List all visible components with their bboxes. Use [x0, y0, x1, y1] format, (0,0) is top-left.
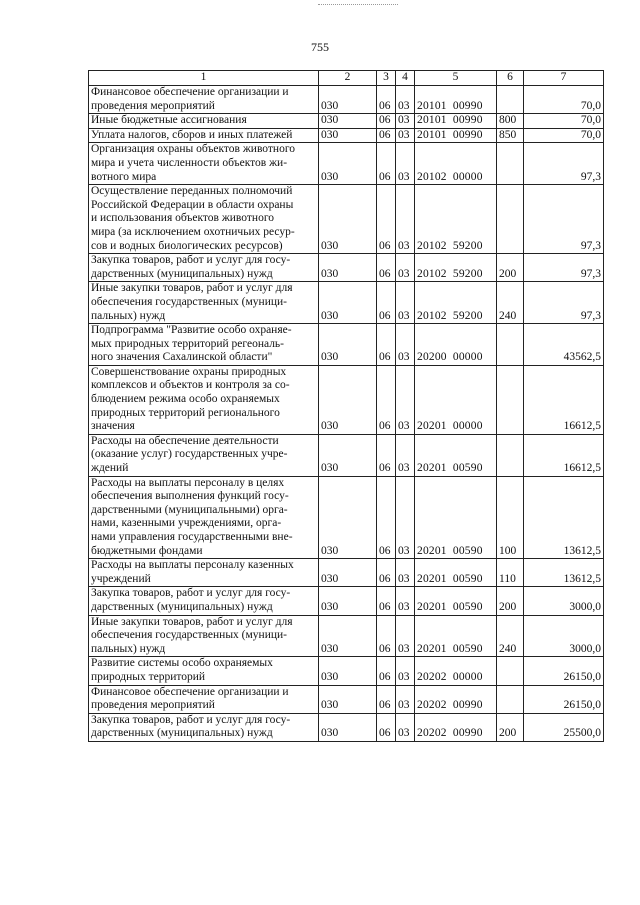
- expense-name-line: Закупка товаров, работ и услуг для госу-: [91, 254, 291, 267]
- target-article-code: 20200 00000: [415, 324, 497, 366]
- subsection-code: 03: [396, 114, 415, 129]
- expense-name-line: (оказание услуг) государственных учре-: [91, 448, 288, 461]
- section-code: 06: [377, 434, 396, 476]
- expense-name-line: Расходы на выплаты персоналу казенных: [91, 559, 294, 572]
- expense-name-line: Финансовое обеспечение организации и: [91, 86, 289, 98]
- expense-name-line: пальных) нужд: [91, 309, 166, 322]
- amount: 3000,0: [524, 615, 604, 657]
- expense-name-line: Иные бюджетные ассигнования: [91, 114, 247, 127]
- target-article-code: 20201 00590: [415, 615, 497, 657]
- target-article-code: 20202 00000: [415, 657, 497, 685]
- expense-type-code: [497, 685, 524, 713]
- amount: 16612,5: [524, 434, 604, 476]
- table-row: [89, 587, 604, 615]
- subsection-code: 03: [396, 685, 415, 713]
- target-article-code: 20202 00990: [415, 685, 497, 713]
- expense-name: [89, 365, 319, 434]
- department-code: 030: [319, 587, 377, 615]
- expense-type-code: [497, 143, 524, 185]
- expense-type-code: [497, 324, 524, 366]
- expense-name-line: Закупка товаров, работ и услуг для госу-: [91, 713, 291, 726]
- department-code: 030: [319, 143, 377, 185]
- expense-name-line: дарственными (муниципальными) орга-: [91, 503, 288, 516]
- expense-name-line: Осуществление переданных полномочий: [91, 185, 293, 198]
- expense-type-code: 200: [497, 587, 524, 615]
- section-code: 06: [377, 713, 396, 741]
- expense-name-line: сов и водных биологических ресурсов): [91, 239, 283, 252]
- section-code: 06: [377, 128, 396, 143]
- expense-name-line: дарственных (муниципальных) нужд: [91, 727, 273, 740]
- subsection-code: 03: [396, 143, 415, 185]
- expense-name-line: блюдением режима особо охраняемых: [91, 393, 280, 406]
- table-row: [89, 324, 604, 366]
- department-code: 030: [319, 615, 377, 657]
- target-article-code: 20202 00990: [415, 713, 497, 741]
- expense-name: [89, 713, 319, 741]
- target-article-code: 20102 00000: [415, 143, 497, 185]
- expense-name-line: природных территорий регионального: [91, 406, 280, 419]
- subsection-code: 03: [396, 657, 415, 685]
- top-rule: [318, 4, 398, 5]
- expense-name-line: Развитие системы особо охраняемых: [91, 657, 273, 670]
- subsection-code: 03: [396, 365, 415, 434]
- target-article-code: 20201 00590: [415, 587, 497, 615]
- table-row: [89, 434, 604, 476]
- expense-name: [89, 324, 319, 366]
- expense-type-code: 100: [497, 476, 524, 559]
- amount: 70,0: [524, 128, 604, 143]
- expense-name-line: обеспечения государственных (муници-: [91, 629, 287, 642]
- target-article-code: 20101 00990: [415, 86, 497, 114]
- expense-name: [89, 685, 319, 713]
- expense-name-line: мых природных территорий регеональ-: [91, 337, 285, 350]
- expense-name: [89, 282, 319, 324]
- section-code: 06: [377, 476, 396, 559]
- expense-name: [89, 185, 319, 254]
- expense-name-line: Организация охраны объектов животного: [91, 143, 296, 156]
- expense-name: [89, 86, 319, 114]
- target-article-code: 20102 59200: [415, 254, 497, 282]
- target-article-code: 20101 00990: [415, 128, 497, 143]
- target-article-code: 20102 59200: [415, 185, 497, 254]
- subsection-code: 03: [396, 587, 415, 615]
- expense-name-line: дарственных (муниципальных) нужд: [91, 600, 273, 613]
- amount: 97,3: [524, 254, 604, 282]
- expense-name: [89, 559, 319, 587]
- amount: 3000,0: [524, 587, 604, 615]
- section-code: 06: [377, 685, 396, 713]
- expense-type-code: [497, 86, 524, 114]
- expense-name-line: бюджетными фондами: [91, 544, 203, 557]
- subsection-code: 03: [396, 254, 415, 282]
- amount: 25500,0: [524, 713, 604, 741]
- expense-name-line: учреждений: [91, 572, 151, 585]
- expense-name-line: мира и учета численности объектов жи-: [91, 156, 288, 169]
- expense-name: [89, 476, 319, 559]
- expense-name-line: значения: [91, 420, 135, 433]
- expense-name-line: Подпрограмма "Развитие особо охраняе-: [91, 324, 292, 337]
- section-code: 06: [377, 324, 396, 366]
- header-col-2: 2: [319, 71, 377, 86]
- expense-type-code: 240: [497, 282, 524, 324]
- target-article-code: 20201 00590: [415, 434, 497, 476]
- subsection-code: 03: [396, 128, 415, 143]
- expense-name-line: проведения мероприятий: [91, 99, 215, 112]
- amount: 13612,5: [524, 559, 604, 587]
- department-code: 030: [319, 185, 377, 254]
- expense-name-line: и использования объектов животного: [91, 212, 274, 225]
- header-col-5: 5: [415, 71, 497, 86]
- section-code: 06: [377, 143, 396, 185]
- table-row: [89, 282, 604, 324]
- table-row: [89, 685, 604, 713]
- expense-name: [89, 434, 319, 476]
- amount: 97,3: [524, 143, 604, 185]
- expense-name: [89, 254, 319, 282]
- expense-name-line: ного значения Сахалинской области": [91, 351, 273, 364]
- section-code: 06: [377, 559, 396, 587]
- page-number: 755: [311, 40, 329, 54]
- expense-name-line: пальных) нужд: [91, 642, 166, 655]
- amount: 70,0: [524, 114, 604, 129]
- section-code: 06: [377, 86, 396, 114]
- expense-type-code: [497, 434, 524, 476]
- amount: 97,3: [524, 282, 604, 324]
- expense-type-code: 200: [497, 713, 524, 741]
- expense-name-line: вотного мира: [91, 170, 157, 183]
- expense-name-line: Расходы на выплаты персоналу в целях: [91, 476, 285, 489]
- subsection-code: 03: [396, 615, 415, 657]
- table-row: [89, 114, 604, 129]
- table-row: [89, 615, 604, 657]
- expense-name-line: нами, казенными учреждениями, орга-: [91, 517, 282, 530]
- expense-type-code: [497, 185, 524, 254]
- department-code: 030: [319, 114, 377, 129]
- expense-type-code: 200: [497, 254, 524, 282]
- expense-name-line: природных территорий: [91, 670, 206, 683]
- target-article-code: 20201 00590: [415, 559, 497, 587]
- department-code: 030: [319, 559, 377, 587]
- amount: 70,0: [524, 86, 604, 114]
- department-code: 030: [319, 282, 377, 324]
- expense-name-line: Финансовое обеспечение организации и: [91, 685, 289, 698]
- expense-name: [89, 615, 319, 657]
- department-code: 030: [319, 128, 377, 143]
- expense-name: [89, 114, 319, 129]
- section-code: 06: [377, 114, 396, 129]
- table-body: [89, 86, 604, 742]
- subsection-code: 03: [396, 476, 415, 559]
- section-code: 06: [377, 365, 396, 434]
- amount: 26150,0: [524, 657, 604, 685]
- table-row: [89, 143, 604, 185]
- amount: 16612,5: [524, 365, 604, 434]
- expense-name: [89, 587, 319, 615]
- expense-type-code: 850: [497, 128, 524, 143]
- expense-name-line: Российской Федерации в области охраны: [91, 198, 294, 211]
- header-col-6: 6: [497, 71, 524, 86]
- department-code: 030: [319, 365, 377, 434]
- department-code: 030: [319, 657, 377, 685]
- department-code: 030: [319, 713, 377, 741]
- amount: 97,3: [524, 185, 604, 254]
- expense-type-code: 110: [497, 559, 524, 587]
- table-row: [89, 559, 604, 587]
- expense-name-line: Закупка товаров, работ и услуг для госу-: [91, 587, 291, 600]
- table-row: [89, 657, 604, 685]
- expense-name: [89, 143, 319, 185]
- table-row: [89, 365, 604, 434]
- subsection-code: 03: [396, 559, 415, 587]
- expense-name-line: Уплата налогов, сборов и иных платежей: [91, 128, 293, 141]
- department-code: 030: [319, 254, 377, 282]
- table-row: [89, 128, 604, 143]
- expense-name-line: ждений: [91, 462, 129, 475]
- expense-name-line: нами управления государственными вне-: [91, 531, 293, 543]
- target-article-code: 20201 00590: [415, 476, 497, 559]
- expense-name-line: Иные закупки товаров, работ и услуг для: [91, 615, 293, 628]
- budget-table: [88, 70, 604, 742]
- section-code: 06: [377, 657, 396, 685]
- expense-type-code: 800: [497, 114, 524, 129]
- department-code: 030: [319, 685, 377, 713]
- department-code: 030: [319, 476, 377, 559]
- subsection-code: 03: [396, 282, 415, 324]
- header-col-4: 4: [396, 71, 415, 86]
- expense-name-line: Расходы на обеспечение деятельности: [91, 434, 279, 447]
- expense-name-line: обеспечения выполнения функций госу-: [91, 490, 289, 503]
- section-code: 06: [377, 185, 396, 254]
- expense-name-line: мира (за исключением охотничьих ресур-: [91, 225, 295, 238]
- subsection-code: 03: [396, 713, 415, 741]
- subsection-code: 03: [396, 324, 415, 366]
- expense-type-code: 240: [497, 615, 524, 657]
- table-row: [89, 185, 604, 254]
- section-code: 06: [377, 282, 396, 324]
- expense-name-line: проведения мероприятий: [91, 699, 215, 712]
- expense-type-code: [497, 657, 524, 685]
- section-code: 06: [377, 587, 396, 615]
- header-col-3: 3: [377, 71, 396, 86]
- subsection-code: 03: [396, 185, 415, 254]
- expense-name-line: Иные закупки товаров, работ и услуг для: [91, 282, 293, 295]
- target-article-code: 20101 00990: [415, 114, 497, 129]
- expense-name-line: комплексов и объектов и контроля за со-: [91, 379, 290, 392]
- department-code: 030: [319, 324, 377, 366]
- table-row: [89, 254, 604, 282]
- header-row: [89, 71, 604, 86]
- section-code: 06: [377, 615, 396, 657]
- amount: 43562,5: [524, 324, 604, 366]
- target-article-code: 20102 59200: [415, 282, 497, 324]
- table-row: [89, 713, 604, 741]
- subsection-code: 03: [396, 434, 415, 476]
- expense-name-line: Совершенствование охраны природных: [91, 365, 287, 378]
- amount: 26150,0: [524, 685, 604, 713]
- header-col-7: 7: [524, 71, 604, 86]
- department-code: 030: [319, 86, 377, 114]
- table-row: [89, 476, 604, 559]
- department-code: 030: [319, 434, 377, 476]
- expense-name: [89, 657, 319, 685]
- section-code: 06: [377, 254, 396, 282]
- table-row: [89, 86, 604, 114]
- expense-name-line: обеспечения государственных (муници-: [91, 295, 287, 308]
- expense-type-code: [497, 365, 524, 434]
- subsection-code: 03: [396, 86, 415, 114]
- amount: 13612,5: [524, 476, 604, 559]
- expense-name: [89, 128, 319, 143]
- expense-name-line: дарственных (муниципальных) нужд: [91, 267, 273, 280]
- header-col-1: 1: [89, 71, 319, 86]
- target-article-code: 20201 00000: [415, 365, 497, 434]
